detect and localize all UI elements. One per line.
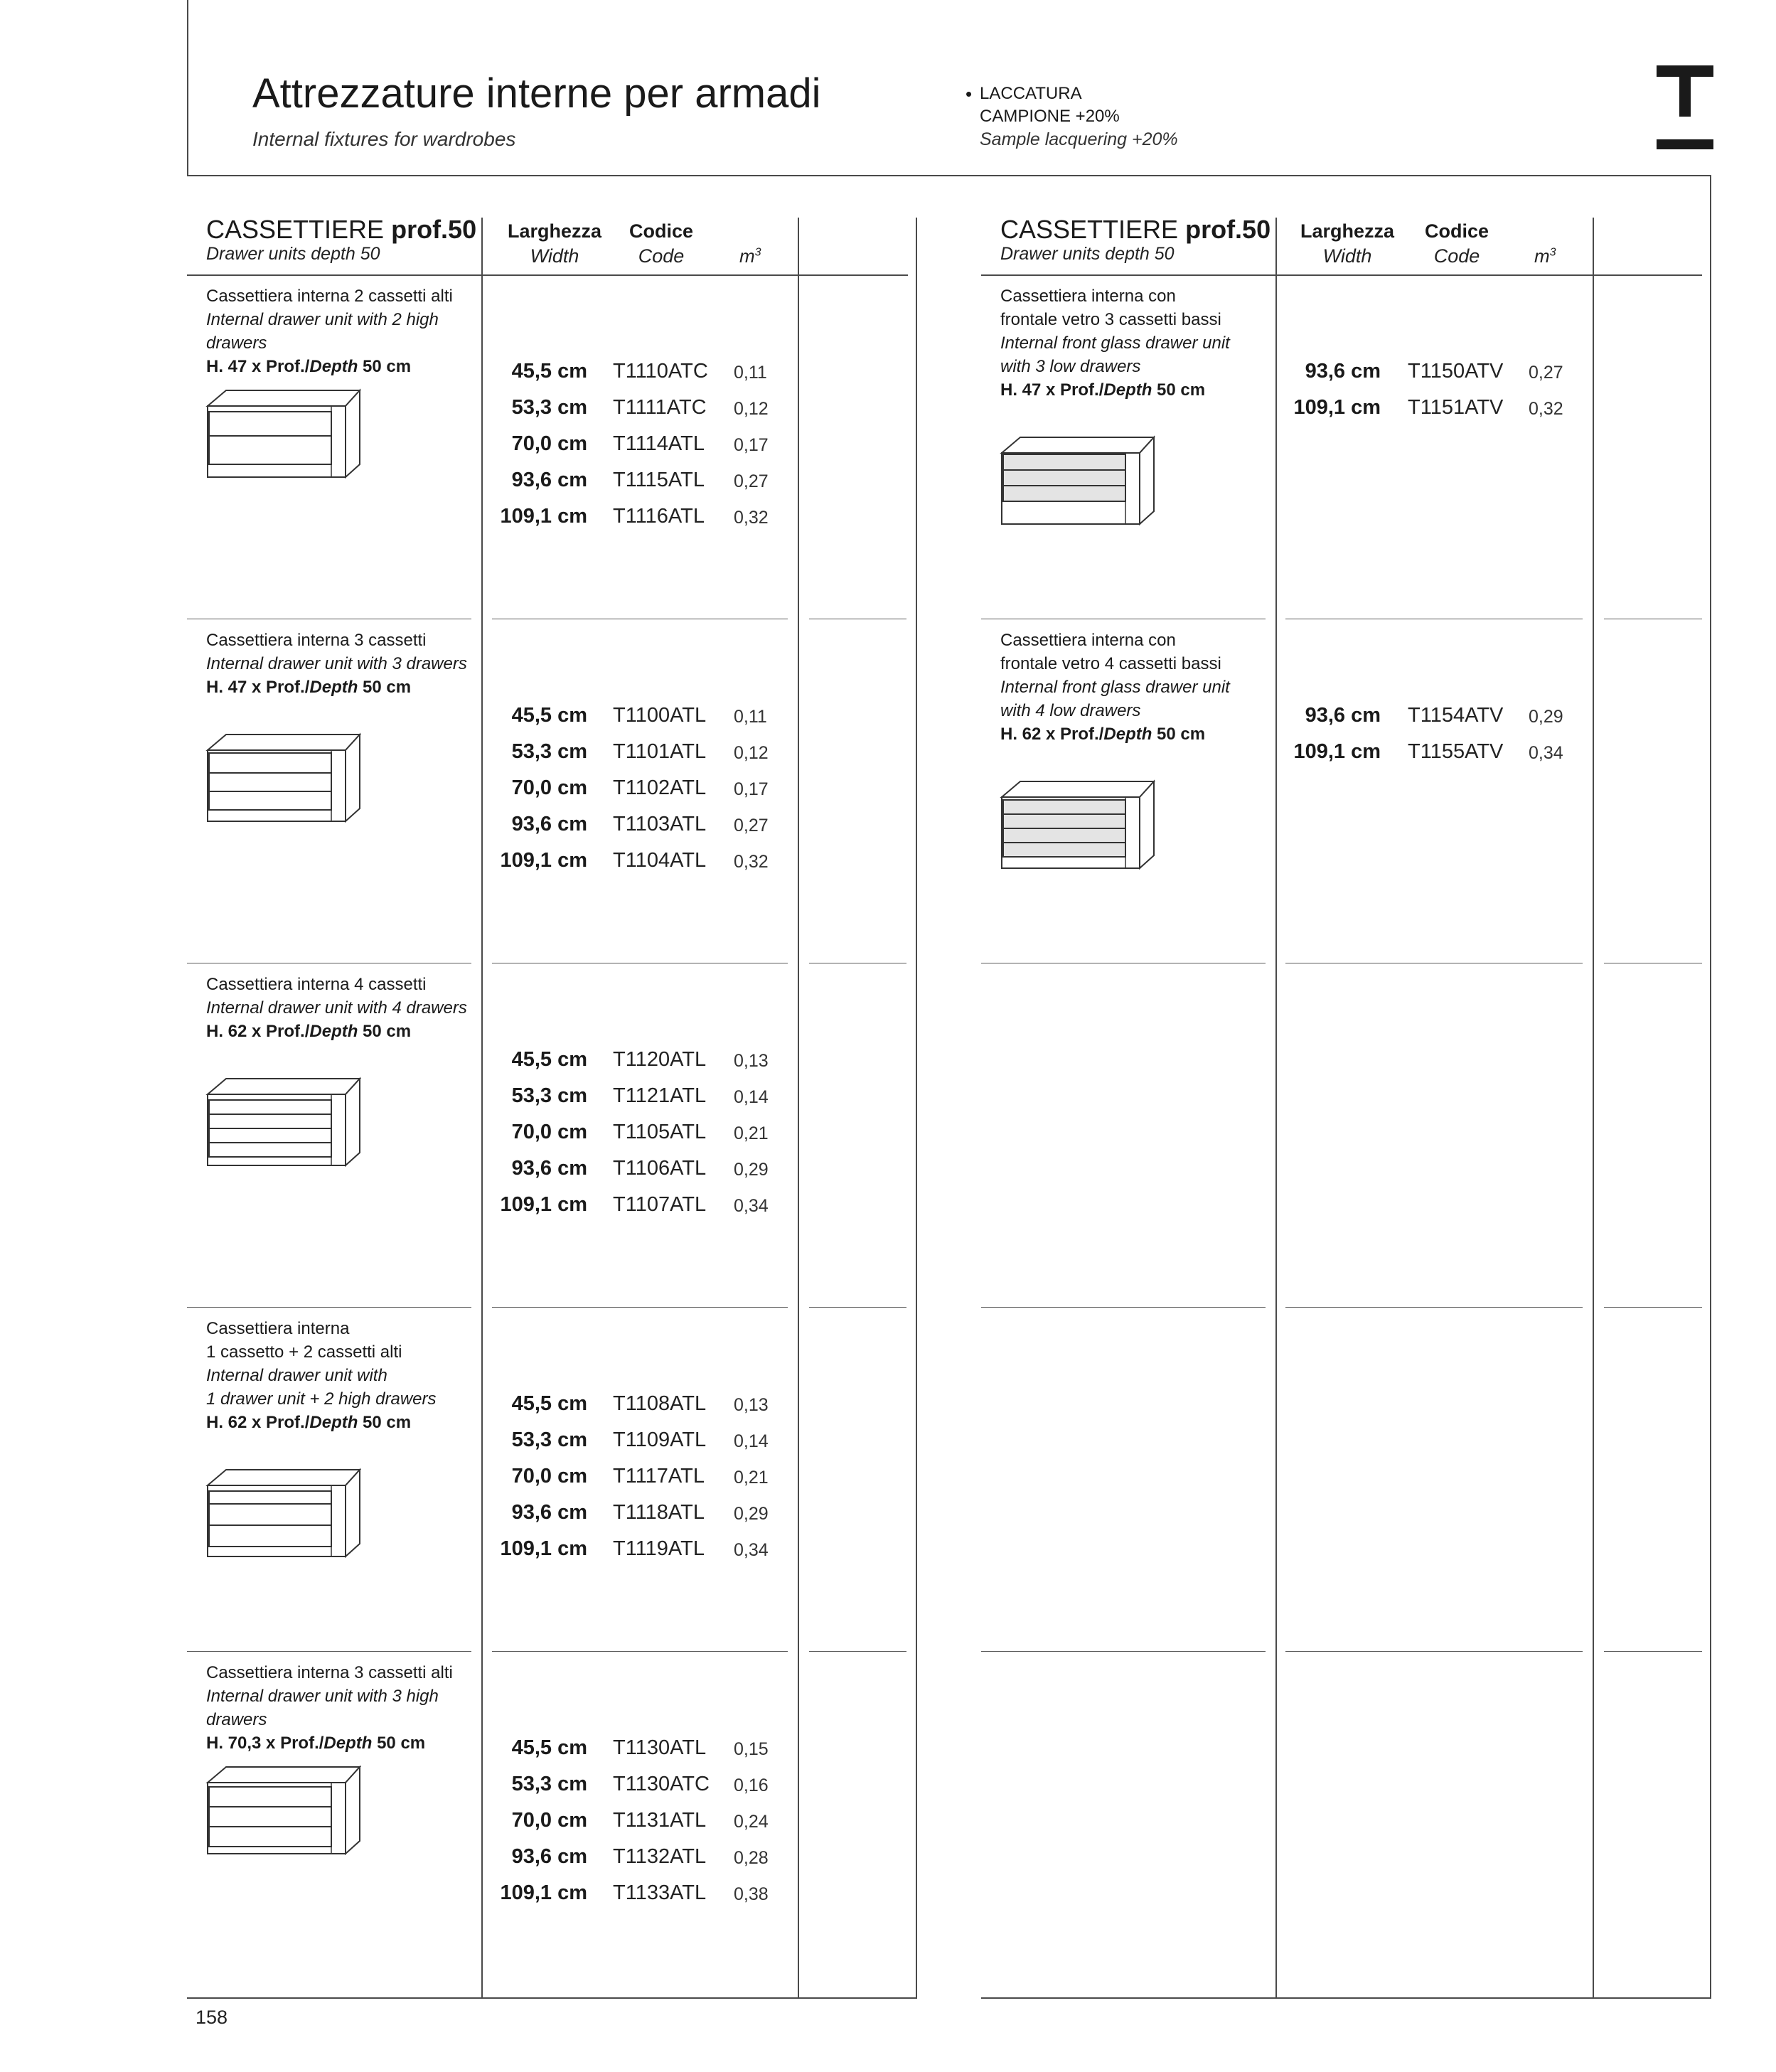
product-row [0,505,769,540]
product-name-it: 1 cassetto + 2 cassetti alti [206,1342,402,1362]
product-name-en: Internal front glass drawer unit [1000,678,1230,697]
product-description [206,1661,491,1755]
product-code: T1155ATV [1408,740,1504,763]
product-code: T1102ATL [613,776,707,799]
size-depth-label: Depth [1103,380,1152,400]
product-width: 70,0 cm [511,776,587,799]
size-depth-value: 50 cm [1152,380,1206,400]
drawer-unit-illustration [205,730,361,823]
product-volume: 0,34 [734,1196,769,1216]
size-depth-value: 50 cm [358,1022,412,1041]
table-bottom-rule [187,1997,917,1999]
product-volume: 0,16 [734,1775,769,1795]
product-code: T1100ATL [613,704,707,727]
size-depth-value: 50 cm [1152,725,1206,744]
table-divider [1275,218,1277,1999]
product-row [0,1501,769,1537]
section-separator [981,1651,1266,1652]
product-code: T1130ATL [613,1736,707,1759]
section-separator [1285,1307,1583,1308]
product-width: 109,1 cm [500,1193,587,1216]
product-volume: 0,29 [1529,707,1563,727]
product-width: 45,5 cm [511,1048,587,1071]
lacquering-note [965,82,1178,151]
product-size [206,1411,491,1434]
product-code: T1105ATL [613,1121,707,1143]
product-illustration [205,1465,361,1561]
product-name-it: Cassettiera interna [206,1319,350,1338]
size-depth-value: 50 cm [358,678,412,697]
product-name-it: Cassettiera interna 3 cassetti alti [206,1663,453,1682]
size-depth-value: 50 cm [372,1734,426,1753]
product-illustration [999,777,1155,873]
product-width: 53,3 cm [511,740,587,763]
product-width: 70,0 cm [511,1121,587,1143]
product-width: 109,1 cm [1293,740,1381,763]
product-size [206,1020,491,1043]
product-width: 70,0 cm [511,1809,587,1832]
product-size [1000,722,1285,746]
product-width: 45,5 cm [511,704,587,727]
volume-header: $m^3$ [1534,245,1556,267]
product-width: 53,3 cm [511,1428,587,1451]
page-subtitle: Internal fixtures for wardrobes [252,128,516,150]
product-width: 109,1 cm [500,849,587,872]
product-size [206,675,491,699]
product-volume: 0,38 [734,1884,769,1904]
product-row [0,432,769,468]
product-volume: 0,13 [734,1051,769,1071]
size-depth-label: Depth [309,1413,358,1432]
product-row [0,469,769,504]
size-height: H. 47 x Prof./ [206,678,310,697]
drawer-unit-illustration [999,777,1155,870]
product-width: 53,3 cm [511,1084,587,1107]
product-row [0,1048,769,1084]
product-code: T1119ATL [613,1537,705,1560]
product-code: T1106ATL [613,1157,707,1180]
product-volume: 0,13 [734,1395,769,1415]
section-separator [981,1307,1266,1308]
product-volume: 0,17 [734,435,769,455]
width-header-en: Width [530,245,579,267]
product-row [0,1121,769,1156]
product-name-it: frontale vetro 3 cassetti bassi [1000,310,1221,329]
section-separator [1604,1651,1702,1652]
column-subtitle: Drawer units depth 50 [206,244,380,264]
header-bottom-rule [187,175,1711,176]
lacquering-surcharge: CAMPIONE +20% [980,107,1120,126]
section-letter-mark [1657,51,1713,151]
page-number: 158 [196,2007,228,2028]
product-width: 109,1 cm [1293,396,1381,419]
product-volume: 0,21 [734,1468,769,1488]
product-volume: 0,12 [734,743,769,763]
product-volume: 0,11 [734,363,767,383]
product-name-it: Cassettiera interna con [1000,287,1176,306]
table-bottom-rule [981,1997,1711,1999]
table-divider [1593,218,1594,1999]
product-illustration [205,1763,361,1859]
product-name-it: Cassettiera interna 4 cassetti [206,975,427,994]
page-right-border [1710,175,1711,1999]
product-name-en: Internal front glass drawer unit [1000,333,1230,353]
product-volume: 0,34 [1529,743,1563,763]
page-title: Attrezzature interne per armadi [252,70,821,117]
product-code: T1114ATL [613,432,705,455]
product-code: T1115ATL [613,469,705,491]
code-header: Codice [1424,220,1489,242]
product-volume: 0,27 [1529,363,1563,383]
product-width: 93,6 cm [511,813,587,835]
product-row [0,1193,769,1229]
product-code: T1133ATL [613,1881,707,1904]
product-code: T1131ATL [613,1809,707,1832]
product-description [1000,284,1285,402]
size-height: H. 62 x Prof./ [1000,725,1104,744]
volume-header: $m^3$ [739,245,761,267]
product-row [0,776,769,812]
product-name-en: Internal drawer unit with 3 high drawers [206,1687,439,1729]
code-header: Codice [628,220,694,242]
product-name-it: frontale vetro 4 cassetti bassi [1000,654,1221,673]
product-volume: 0,29 [734,1504,769,1524]
product-code: T1107ATL [613,1193,707,1216]
product-name-en: Internal drawer unit with 3 drawers [206,654,467,673]
lacquering-english: Sample lacquering +20% [980,129,1178,149]
size-depth-label: Depth [309,1022,358,1041]
product-volume: 0,34 [734,1540,769,1560]
product-volume: 0,21 [734,1123,769,1143]
product-code: T1104ATL [613,849,707,872]
product-illustration [205,730,361,826]
product-description [206,1317,491,1434]
page-left-border [187,0,188,176]
product-row [0,1537,769,1573]
product-width: 45,5 cm [511,360,587,383]
product-code: T1120ATL [613,1048,707,1071]
product-volume: 0,27 [734,471,769,491]
product-description [206,284,491,378]
product-name-it: Cassettiera interna con [1000,631,1176,650]
size-height: H. 62 x Prof./ [206,1022,310,1041]
product-width: 45,5 cm [511,1392,587,1415]
section-letter-t [1657,51,1713,151]
product-illustration [999,433,1155,529]
product-volume: 0,14 [734,1087,769,1107]
product-code: T1154ATV [1408,704,1504,727]
product-width: 70,0 cm [511,432,587,455]
product-name-en: Internal drawer unit with 2 high drawers [206,310,439,353]
product-size [206,1731,491,1755]
product-width: 93,6 cm [511,1501,587,1524]
table-divider [798,218,799,1999]
product-code: T1121ATL [613,1084,707,1107]
product-row [0,1465,769,1500]
product-code: T1111ATC [613,396,707,419]
size-depth-label: Depth [1103,725,1152,744]
product-illustration [205,386,361,482]
product-row [0,1084,769,1120]
column-title: CASSETTIERE prof.50 [206,215,477,244]
drawer-unit-illustration [205,386,361,479]
table-header-rule [187,274,908,276]
product-volume: 0,14 [734,1431,769,1451]
drawer-unit-illustration [205,1074,361,1167]
size-depth-label: Depth [309,357,358,376]
drawer-unit-illustration [205,1465,361,1558]
product-row [0,1809,769,1844]
product-width: 93,6 cm [511,1845,587,1868]
product-code: T1151ATV [1408,396,1504,419]
size-height: H. 47 x Prof./ [1000,380,1104,400]
product-code: T1130ATC [613,1773,710,1795]
product-volume: 0,24 [734,1812,769,1832]
product-volume: 0,12 [734,399,769,419]
product-code: T1110ATC [613,360,708,383]
product-row [0,849,769,885]
section-separator [1604,1307,1702,1308]
product-name-it: Cassettiera interna 3 cassetti [206,631,427,650]
size-height: H. 47 x Prof./ [206,357,310,376]
product-width: 70,0 cm [511,1465,587,1488]
section-separator [809,1307,906,1308]
product-row [0,813,769,848]
product-volume: 0,32 [734,852,769,872]
product-volume: 0,28 [734,1848,769,1868]
product-row [0,1881,769,1917]
product-name-en: 1 drawer unit + 2 high drawers [206,1389,437,1409]
product-code: T1150ATV [1408,360,1504,383]
bullet-icon: • [965,83,973,105]
section-separator [492,1651,788,1652]
product-width: 93,6 cm [1305,360,1381,383]
product-row [0,1428,769,1464]
product-code: T1116ATL [613,505,705,528]
section-separator [187,1307,471,1308]
size-depth-label: Depth [309,678,358,697]
product-code: T1103ATL [613,813,707,835]
product-description [206,629,491,699]
lacquering-label: LACCATURA [980,84,1082,103]
product-code: T1109ATL [613,1428,707,1451]
product-volume: 0,11 [734,707,767,727]
product-name-en: Internal drawer unit with 4 drawers [206,998,467,1018]
column-title: CASSETTIERE prof.50 [1000,215,1271,244]
product-code: T1132ATL [613,1845,707,1868]
product-width: 93,6 cm [1305,704,1381,727]
product-name-en: with 3 low drawers [1000,357,1141,376]
product-width: 53,3 cm [511,1773,587,1795]
product-volume: 0,17 [734,779,769,799]
section-separator [187,1651,471,1652]
product-width: 109,1 cm [500,505,587,528]
width-header-en: Width [1322,245,1372,267]
product-width: 93,6 cm [511,1157,587,1180]
product-row [0,1157,769,1192]
product-description [206,973,491,1043]
product-volume: 0,32 [734,508,769,528]
product-size [206,355,491,378]
product-illustration [205,1074,361,1170]
product-width: 93,6 cm [511,469,587,491]
product-width: 45,5 cm [511,1736,587,1759]
product-row [0,1845,769,1881]
drawer-unit-illustration [205,1763,361,1855]
size-depth-value: 50 cm [358,1413,412,1432]
product-row [0,1773,769,1808]
code-header-en: Code [1433,245,1480,267]
product-width: 109,1 cm [500,1881,587,1904]
size-height: H. 70,3 x Prof./ [206,1734,324,1753]
product-name-en: with 4 low drawers [1000,701,1141,720]
size-depth-label: Depth [323,1734,373,1753]
product-volume: 0,29 [734,1160,769,1180]
product-width: 109,1 cm [500,1537,587,1560]
width-header: Larghezza [507,220,602,242]
product-size [1000,378,1285,402]
product-description [1000,629,1285,746]
table-divider [916,218,917,1999]
product-volume: 0,27 [734,816,769,835]
product-code: T1118ATL [613,1501,705,1524]
product-volume: 0,15 [734,1739,769,1759]
product-code: T1101ATL [613,740,707,763]
width-header: Larghezza [1300,220,1395,242]
column-subtitle: Drawer units depth 50 [1000,244,1175,264]
product-name-en: Internal drawer unit with [206,1366,387,1385]
size-height: H. 62 x Prof./ [206,1413,310,1432]
product-name-it: Cassettiera interna 2 cassetti alti [206,287,453,306]
product-code: T1108ATL [613,1392,707,1415]
product-volume: 0,32 [1529,399,1563,419]
section-separator [809,1651,906,1652]
section-separator [492,1307,788,1308]
product-width: 53,3 cm [511,396,587,419]
product-code: T1117ATL [613,1465,705,1488]
drawer-unit-illustration [999,433,1155,525]
size-depth-value: 50 cm [358,357,412,376]
code-header-en: Code [638,245,685,267]
section-separator [1285,1651,1583,1652]
